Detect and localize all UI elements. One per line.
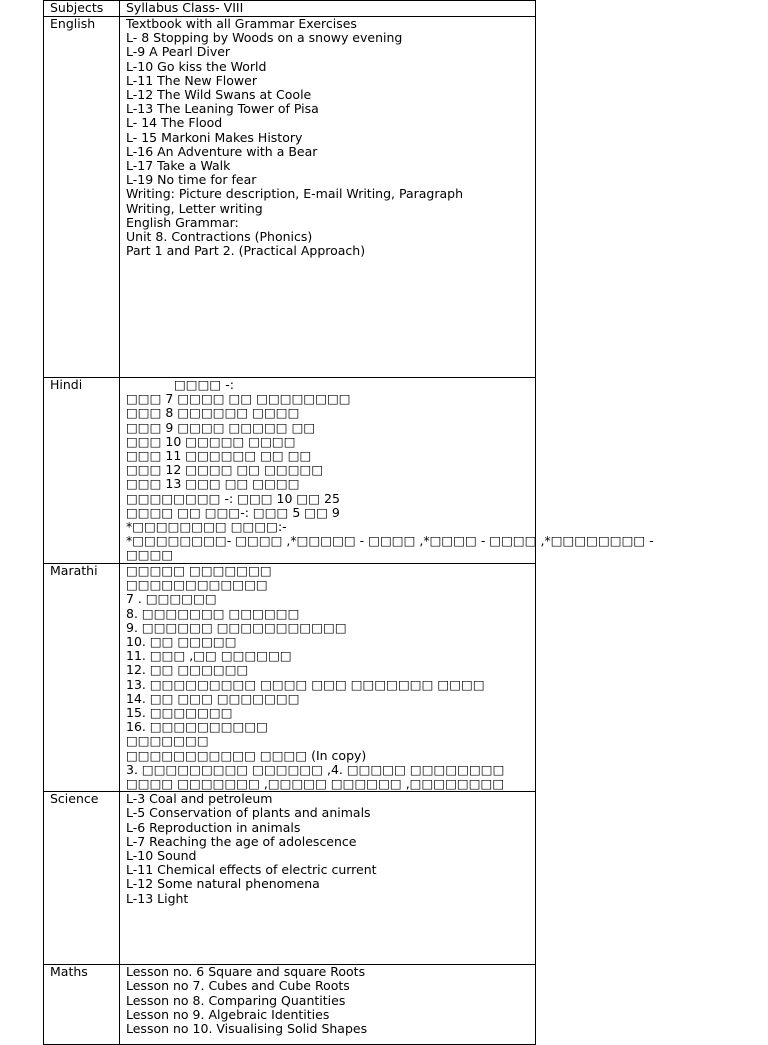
syllabus-line: *□□□□□□□□- □□□□ ,*□□□□□ - □□□□ ,*□□□□ - □□□□ ,*□□□□□□□□ - — [126, 533, 654, 549]
syllabus-line: 3. □□□□□□□□□ □□□□□□ ,4. □□□□□ □□□□□□□□ — [126, 761, 505, 777]
subject-row-science — [44, 792, 536, 965]
syllabus-line: Lesson no 7. Cubes and Cube Roots — [126, 978, 350, 994]
syllabus-line: Part 1 and Part 2. (Practical Approach) — [126, 243, 366, 259]
syllabus-line: L-12 Some natural phenomena — [126, 876, 320, 892]
subjects-header: Subjects — [44, 1, 120, 17]
syllabus-line: □□□□□□□ — [126, 733, 209, 749]
syllabus-line: L-9 A Pearl Diver — [126, 44, 231, 60]
subject-row-marathi — [44, 564, 536, 792]
syllabus-line: □□□ 11 □□□□□□ □□ □□ — [126, 448, 312, 464]
syllabus-line: □□□□ -: — [174, 377, 234, 392]
syllabus-line: L-13 Light — [126, 890, 189, 906]
syllabus-cell — [120, 17, 536, 378]
syllabus-line: L-10 Go kiss the World — [126, 58, 267, 74]
syllabus-cell — [120, 377, 654, 564]
syllabus-line: 10. □□ □□□□□ — [126, 634, 237, 650]
syllabus-line: 9. □□□□□□ □□□□□□□□□□□ — [126, 619, 347, 635]
syllabus-cell — [120, 792, 536, 965]
syllabus-line: L-17 Take a Walk — [126, 158, 231, 174]
syllabus-line: □□□□□ □□□□□□□ — [126, 563, 272, 578]
syllabus-line: 7 . □□□□□□ — [126, 591, 217, 607]
syllabus-header: Syllabus Class- VIII — [120, 1, 536, 17]
syllabus-line: Writing: Picture description, E-mail Writing, Paragraph — [126, 186, 464, 202]
subject-row-hindi — [44, 378, 536, 564]
syllabus-line: English Grammar: — [126, 214, 239, 230]
subject-row-english — [44, 17, 536, 378]
syllabus-line: L-10 Sound — [126, 848, 197, 864]
syllabus-line: L-5 Conservation of plants and animals — [126, 805, 371, 821]
subject-name: Science — [44, 792, 120, 965]
syllabus-line: □□□□ — [126, 547, 174, 563]
syllabus-line: Lesson no 10. Visualising Solid Shapes — [126, 1021, 368, 1037]
syllabus-line: □□□ 13 □□□ □□ □□□□ — [126, 476, 300, 492]
syllabus-line: L-11 The New Flower — [126, 72, 257, 88]
subject-name: Hindi — [44, 378, 120, 564]
syllabus-line: L-19 No time for fear — [126, 172, 257, 188]
syllabus-cell — [120, 564, 536, 792]
syllabus-line: □□□ 10 □□□□□ □□□□ — [126, 433, 296, 449]
subject-name: English — [44, 17, 120, 378]
syllabus-line: L-12 The Wild Swans at Coole — [126, 87, 312, 103]
syllabus-line: L- 14 The Flood — [126, 115, 223, 131]
syllabus-line: □□□□□□□□□□□□ — [126, 577, 268, 593]
syllabus-line: L-3 Coal and petroleum — [126, 791, 273, 807]
syllabus-line: 8. □□□□□□□ □□□□□□ — [126, 605, 300, 621]
syllabus-line: □□□ 9 □□□□ □□□□□ □□ — [126, 419, 316, 435]
syllabus-line: □□□□□□□□ -: □□□ 10 □□ 25 — [126, 490, 340, 506]
syllabus-line: 14. □□ □□□ □□□□□□□ — [126, 690, 300, 706]
syllabus-line: 15. □□□□□□□ — [126, 705, 233, 721]
syllabus-line: □□□□□□□□□□□ □□□□ (In copy) — [126, 747, 367, 763]
syllabus-line: 13. □□□□□□□□□ □□□□ □□□ □□□□□□□ □□□□ — [126, 676, 485, 692]
syllabus-line: □□□ 7 □□□□ □□ □□□□□□□□ — [126, 391, 351, 407]
syllabus-line: Lesson no. 6 Square and square Roots — [126, 964, 366, 980]
syllabus-line: □□□□ □□ □□□-: □□□ 5 □□ 9 — [126, 504, 340, 520]
syllabus-line: L-7 Reaching the age of adolescence — [126, 833, 357, 849]
syllabus-line: L- 15 Markoni Makes History — [126, 129, 303, 145]
syllabus-line: 16. □□□□□□□□□□ — [126, 719, 268, 735]
syllabus-line: L-16 An Adventure with a Bear — [126, 143, 318, 159]
subject-row-maths — [44, 965, 536, 1045]
syllabus-line: □□□□ □□□□□□□ ,□□□□□ □□□□□□ ,□□□□□□□□ — [126, 776, 505, 792]
syllabus-line: 11. □□□ ,□□ □□□□□□ — [126, 648, 292, 664]
subject-name: Marathi — [44, 564, 120, 792]
subject-name: Maths — [44, 965, 120, 1045]
syllabus-line: □□□ 12 □□□□ □□ □□□□□ — [126, 462, 324, 478]
syllabus-cell — [120, 965, 536, 1045]
syllabus-line: Textbook with all Grammar Exercises — [126, 16, 357, 31]
syllabus-line: Lesson no 8. Comparing Quantities — [126, 992, 346, 1008]
syllabus-line: *□□□□□□□□ □□□□:- — [126, 519, 287, 535]
syllabus-table — [43, 0, 654, 1045]
syllabus-line: L-11 Chemical effects of electric current — [126, 862, 377, 878]
syllabus-line: L-13 The Leaning Tower of Pisa — [126, 101, 319, 117]
header-row — [44, 1, 536, 17]
syllabus-line: L- 8 Stopping by Woods on a snowy evening — [126, 30, 403, 46]
syllabus-line: Writing, Letter writing — [126, 200, 263, 216]
syllabus-line: L-6 Reproduction in animals — [126, 819, 301, 835]
syllabus-line: Lesson no 9. Algebraic Identities — [126, 1006, 330, 1022]
syllabus-line: □□□ 8 □□□□□□ □□□□ — [126, 405, 300, 421]
syllabus-line: 12. □□ □□□□□□ — [126, 662, 249, 678]
syllabus-line: Unit 8. Contractions (Phonics) — [126, 229, 313, 245]
